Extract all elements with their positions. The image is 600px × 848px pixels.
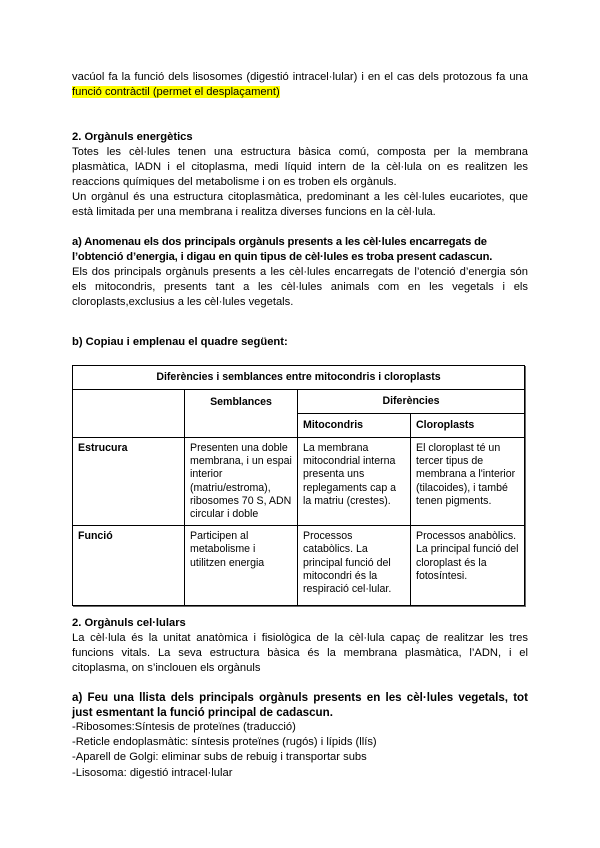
highlighted-text: funció contràctil (permet el desplaçament) <box>72 86 280 99</box>
row-label: Funció <box>73 526 185 606</box>
cell-mitocondris: La membrana mitocondrial interna presenta uns replegaments cap a la matriu (crestes). <box>298 438 411 526</box>
row-label: Estrucura <box>73 438 185 526</box>
organelle-list <box>72 720 528 781</box>
header-semblances: Semblances <box>185 390 298 438</box>
intro-line: vacúol fa la funció dels lisosomes (digestió intracel·lular) i en el cas dels protozous fa una <box>72 71 528 83</box>
question-c-prompt: a) Feu una llista dels principals orgànuls presents en les cèl·lules vegetals, tot just esmentant la funció principal de cadascun. <box>72 691 528 720</box>
comparison-table <box>72 365 525 606</box>
cell-cloroplasts: Processos anabòlics. La principal funció del cloroplast és la fotosíntesi. <box>411 526 525 606</box>
cell-semblances: Participen al metabolisme i utilitzen energia <box>185 526 298 606</box>
question-b-prompt: b) Copiau i emplenau el quadre següent: <box>72 336 288 348</box>
list-item: -Ribosomes:Síntesis de proteïnes (traducció) <box>72 721 296 733</box>
table-corner-cell <box>73 390 185 438</box>
section-heading-cellulars: 2. Orgànuls cel·lulars <box>72 617 186 629</box>
cell-mitocondris: Processos catabòlics. La principal funció del mitocondri és la respiració cel·lular. <box>298 526 411 606</box>
question-a-answer: Els dos principals orgànuls presents a les cèl·lules encarregats de l’otenció d’energia són els mitocondris, presents tant a les cèl·lules animals com en les vegetals i els cloroplasts,exclusius a les cèl·lules vegetals. <box>72 266 528 309</box>
energetics-paragraph-1: Totes les cèl·lules tenen una estructura bàsica comú, composta per la membrana plasmàtica, lADN i el citoplasma, medi líquid intern de la cèl·lula on es realitzen les reaccions químiques del metabolisme i on es troben els orgànuls. <box>72 146 528 189</box>
section-heading-energetics: 2. Orgànuls energètics <box>72 131 193 143</box>
header-diferencies: Diferències <box>298 390 525 414</box>
header-mitocondris: Mitocondris <box>298 414 411 438</box>
intro-paragraph <box>72 70 528 100</box>
cell-cloroplasts: El cloroplast té un tercer tipus de membrana a l'interior (tilacoides), i també tenen pigments. <box>411 438 525 526</box>
cellulars-paragraph: La cèl·lula és la unitat anatòmica i fisiològica de la cèl·lula capaç de realitzar les tres funcions vitals. La seva estructura bàsica és la membrana plasmàtica, l’ADN, i el citoplasma, on s’inclouen els orgànuls <box>72 632 528 675</box>
list-item: -Aparell de Golgi: eliminar subs de rebuig i transportar subs <box>72 751 367 764</box>
list-item: -Lisosoma: digestió intracel·lular <box>72 766 233 779</box>
list-item: -Reticle endoplasmàtic: síntesis proteïnes (rugós) i lípids (llís) <box>72 736 377 749</box>
table-row <box>73 438 525 526</box>
question-a-prompt: a) Anomenau els dos principals orgànuls presents a les cèl·lules encarregats de l’obtenció d’energia, i digau en quin tipus de cèl·lules es troba present cadascun. <box>72 236 493 264</box>
table-row <box>73 526 525 606</box>
cell-semblances: Presenten una doble membrana, i un espai interior (matriu/estroma), ribosomes 70 S, ADN circular i doble <box>185 438 298 526</box>
table-title: Diferències i semblances entre mitocondris i cloroplasts <box>73 366 525 390</box>
energetics-paragraph-2: Un orgànul és una estructura citoplasmàtica, predominant a les cèl·lules eucariotes, que està limitada per una membrana i realitza diverses funcions en la cèl·lula. <box>72 191 528 219</box>
header-cloroplasts: Cloroplasts <box>411 414 525 438</box>
